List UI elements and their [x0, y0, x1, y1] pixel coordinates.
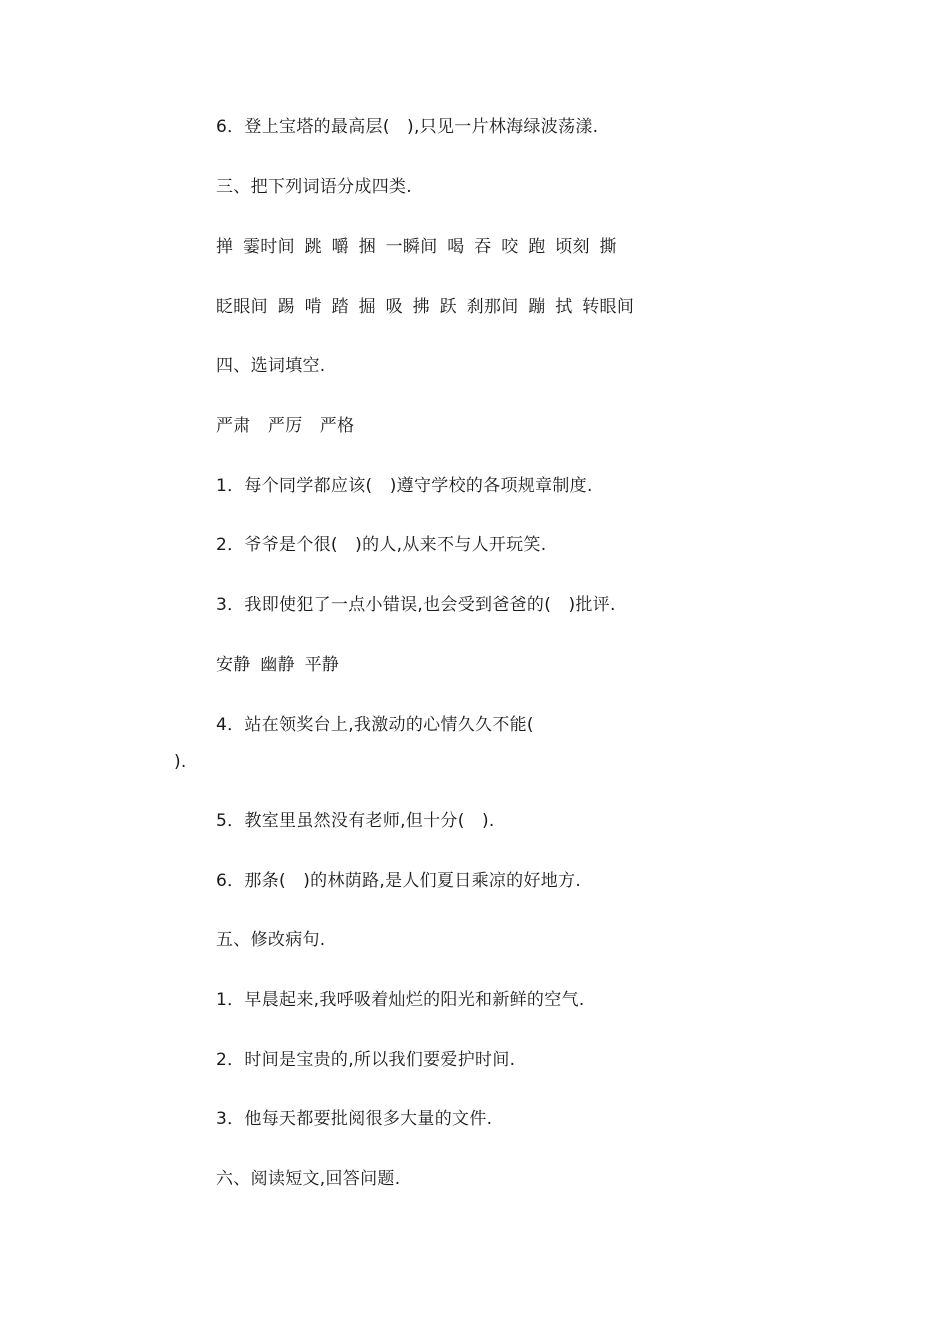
- section-3-words-row-2: 眨眼间 踢 啃 踏 掘 吸 拂 跃 刹那间 蹦 拭 转眼间: [216, 297, 635, 317]
- question-4-5: 5．教室里虽然没有老师,但十分( ).: [216, 811, 495, 831]
- question-4-4: 4．站在领奖台上,我激动的心情久久不能(: [216, 715, 534, 735]
- section-3-title: 三、把下列词语分成四类.: [216, 177, 413, 197]
- question-4-3: 3．我即使犯了一点小错误,也会受到爸爸的( )批评.: [216, 595, 616, 615]
- question-4-6: 6．那条( )的林荫路,是人们夏日乘凉的好地方.: [216, 871, 582, 891]
- word-choice-group-1: 严肃 严厉 严格: [216, 416, 355, 436]
- question-5-3: 3．他每天都要批阅很多大量的文件.: [216, 1109, 493, 1129]
- question-5-2: 2．时间是宝贵的,所以我们要爱护时间.: [216, 1050, 516, 1070]
- question-3-6: 6．登上宝塔的最高层( ),只见一片林海绿波荡漾.: [216, 117, 599, 137]
- section-6-title: 六、阅读短文,回答问题.: [216, 1169, 401, 1189]
- word-choice-group-2: 安静 幽静 平静: [216, 655, 340, 675]
- question-5-1: 1．早晨起来,我呼吸着灿烂的阳光和新鲜的空气.: [216, 990, 585, 1010]
- question-4-1: 1．每个同学都应该( )遵守学校的各项规章制度.: [216, 476, 593, 496]
- question-4-4-continuation: ).: [174, 752, 187, 772]
- question-4-2: 2．爷爷是个很( )的人,从来不与人开玩笑.: [216, 535, 547, 555]
- section-3-words-row-1: 掸 霎时间 跳 嚼 捆 一瞬间 喝 吞 咬 跑 顷刻 撕: [216, 237, 617, 257]
- section-5-title: 五、修改病句.: [216, 930, 326, 950]
- section-4-title: 四、选词填空.: [216, 356, 326, 376]
